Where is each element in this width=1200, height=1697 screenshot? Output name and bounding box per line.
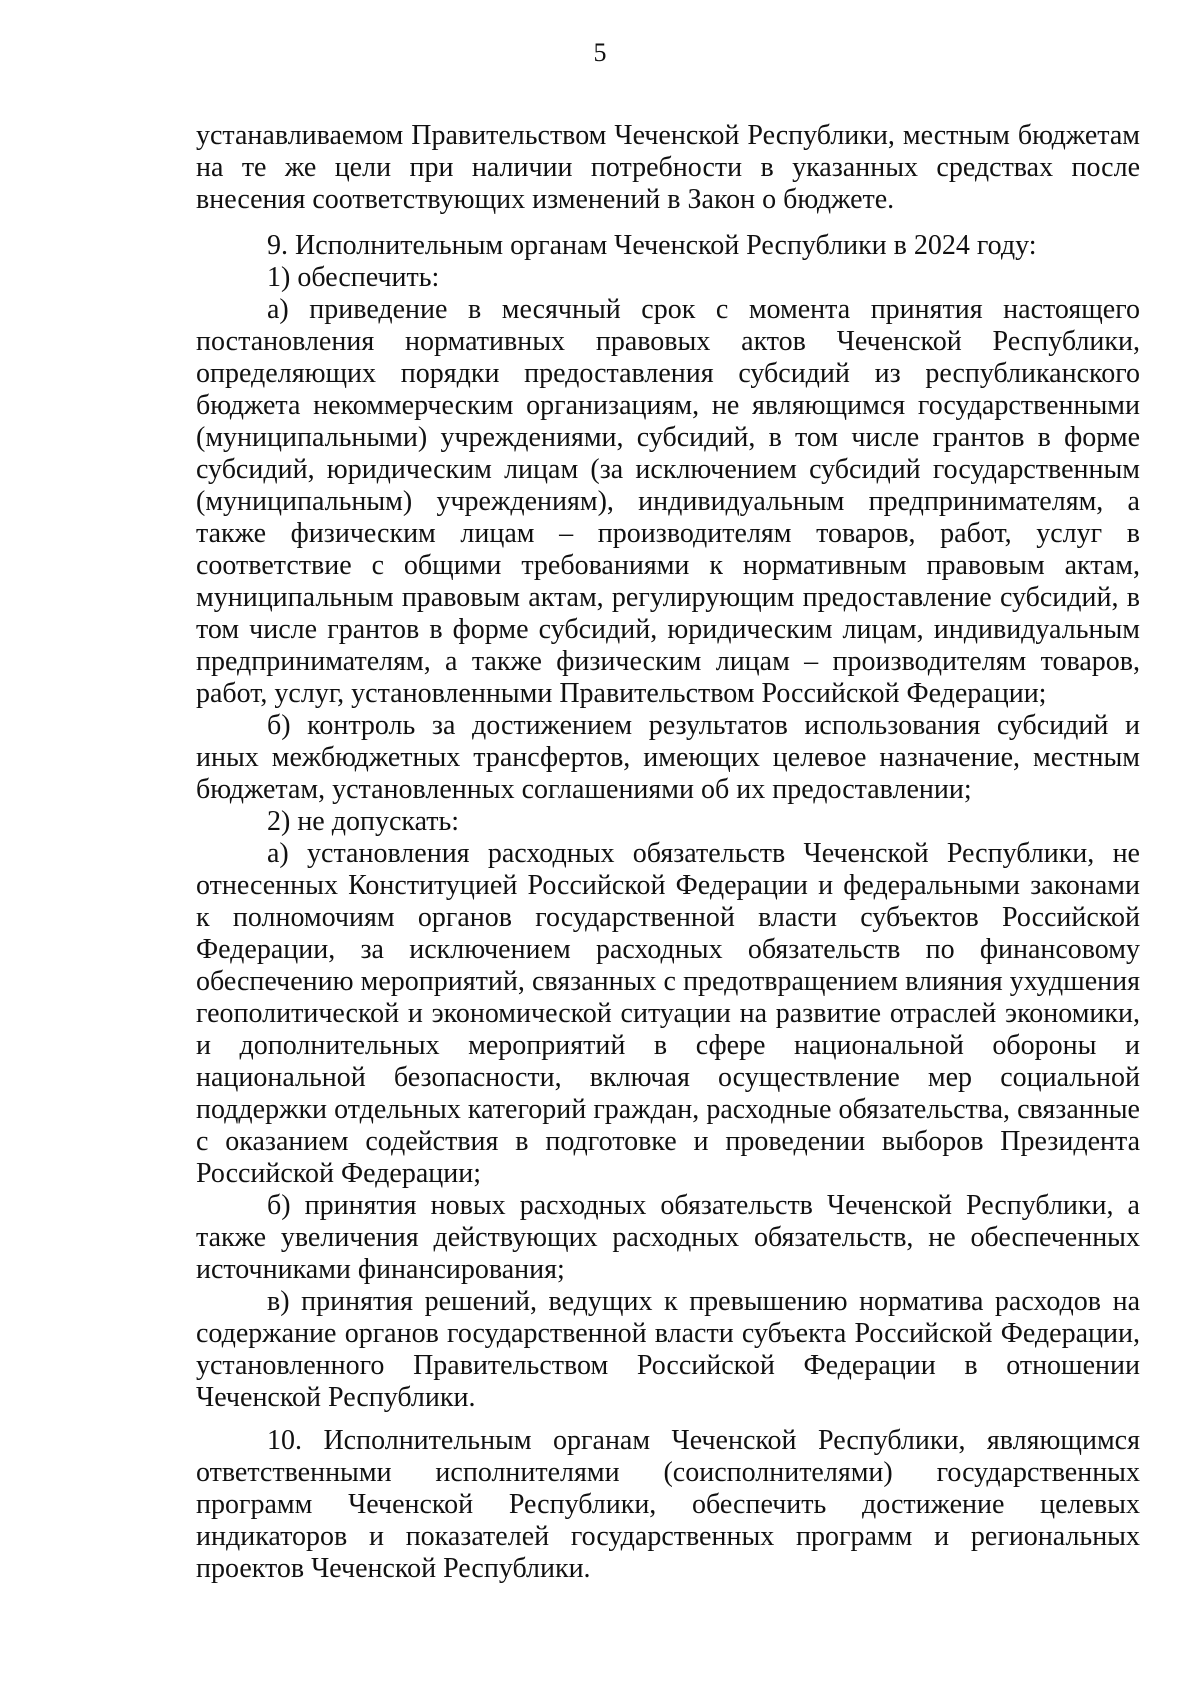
paragraph-subclause-1: 1) обеспечить: <box>267 262 440 293</box>
paragraph-item-1a: а) приведение в месячный срок с момента принятия настоящего постановления нормативных правовых актов Чеченской Республики, определяющих порядки предоставления субсидий из республиканского бюджета некоммерческим организациям, не являющимся государственными (муниципальными) учреждениями, субсидий, в том числе грантов в форме субсидий, юридическим лицам (за исключением субсидий государственным (муниципальным) учреждениям), индивидуальным предпринимателям, а также физическим лицам – производителям товаров, работ, услуг в соответствие с общими требованиями к нормативным правовым актам, муниципальным правовым актам, регулирующим предоставление субсидий, в том числе грантов в форме субсидий, юридическим лицам, индивидуальным предпринимателям, а также физическим лицам – производителям товаров, работ, услуг, установленными Правительством Российской Федерации; <box>196 294 1140 709</box>
paragraph-clause-9: 9. Исполнительным органам Чеченской Республики в 2024 году: <box>267 230 1037 261</box>
text-block-clause-9 <box>196 230 1140 1414</box>
text-block-clause-10 <box>196 1425 1140 1585</box>
paragraph-continuation: устанавливаемом Правительством Чеченской Республики, местным бюджетам на те же цели при наличии потребности в указанных средствах после внесения соответствующих изменений в Закон о бюджете. <box>196 120 1140 215</box>
paragraph-item-1b: б) контроль за достижением результатов использования субсидий и иных межбюджетных трансфертов, имеющих целевое назначение, местным бюджетам, установленных соглашениями об их предоставлении; <box>196 710 1140 805</box>
paragraph-item-2a: а) установления расходных обязательств Чеченской Республики, не отнесенных Конституцией Российской Федерации и федеральными законами к полномочиям органов государственной власти субъектов Российской Федерации, за исключением расходных обязательств по финансовому обеспечению мероприятий, связанных с предотвращением влияния ухудшения геополитической и экономической ситуации на развитие отраслей экономики, и дополнительных мероприятий в сфере национальной обороны и национальной безопасности, включая осуществление мер социальной поддержки отдельных категорий граждан, расходные обязательства, связанные с оказанием содействия в подготовке и проведении выборов Президента Российской Федерации; <box>196 838 1140 1189</box>
text-block-continuation <box>196 120 1140 216</box>
paragraph-item-2b: б) принятия новых расходных обязательств Чеченской Республики, а также увеличения действующих расходных обязательств, не обеспеченных источниками финансирования; <box>196 1190 1140 1285</box>
paragraph-item-2c: в) принятия решений, ведущих к превышению норматива расходов на содержание органов государственной власти субъекта Российской Федерации, установленного Правительством Российской Федерации в отношении Чеченской Республики. <box>196 1286 1140 1413</box>
paragraph-clause-10: 10. Исполнительным органам Чеченской Республики, являющимся ответственными исполнителями (соисполнителями) государственных программ Чеченской Республики, обеспечить достижение целевых индикаторов и показателей государственных программ и региональных проектов Чеченской Республики. <box>196 1425 1140 1584</box>
page-number: 5 <box>593 38 607 67</box>
paragraph-subclause-2: 2) не допускать: <box>267 806 460 837</box>
